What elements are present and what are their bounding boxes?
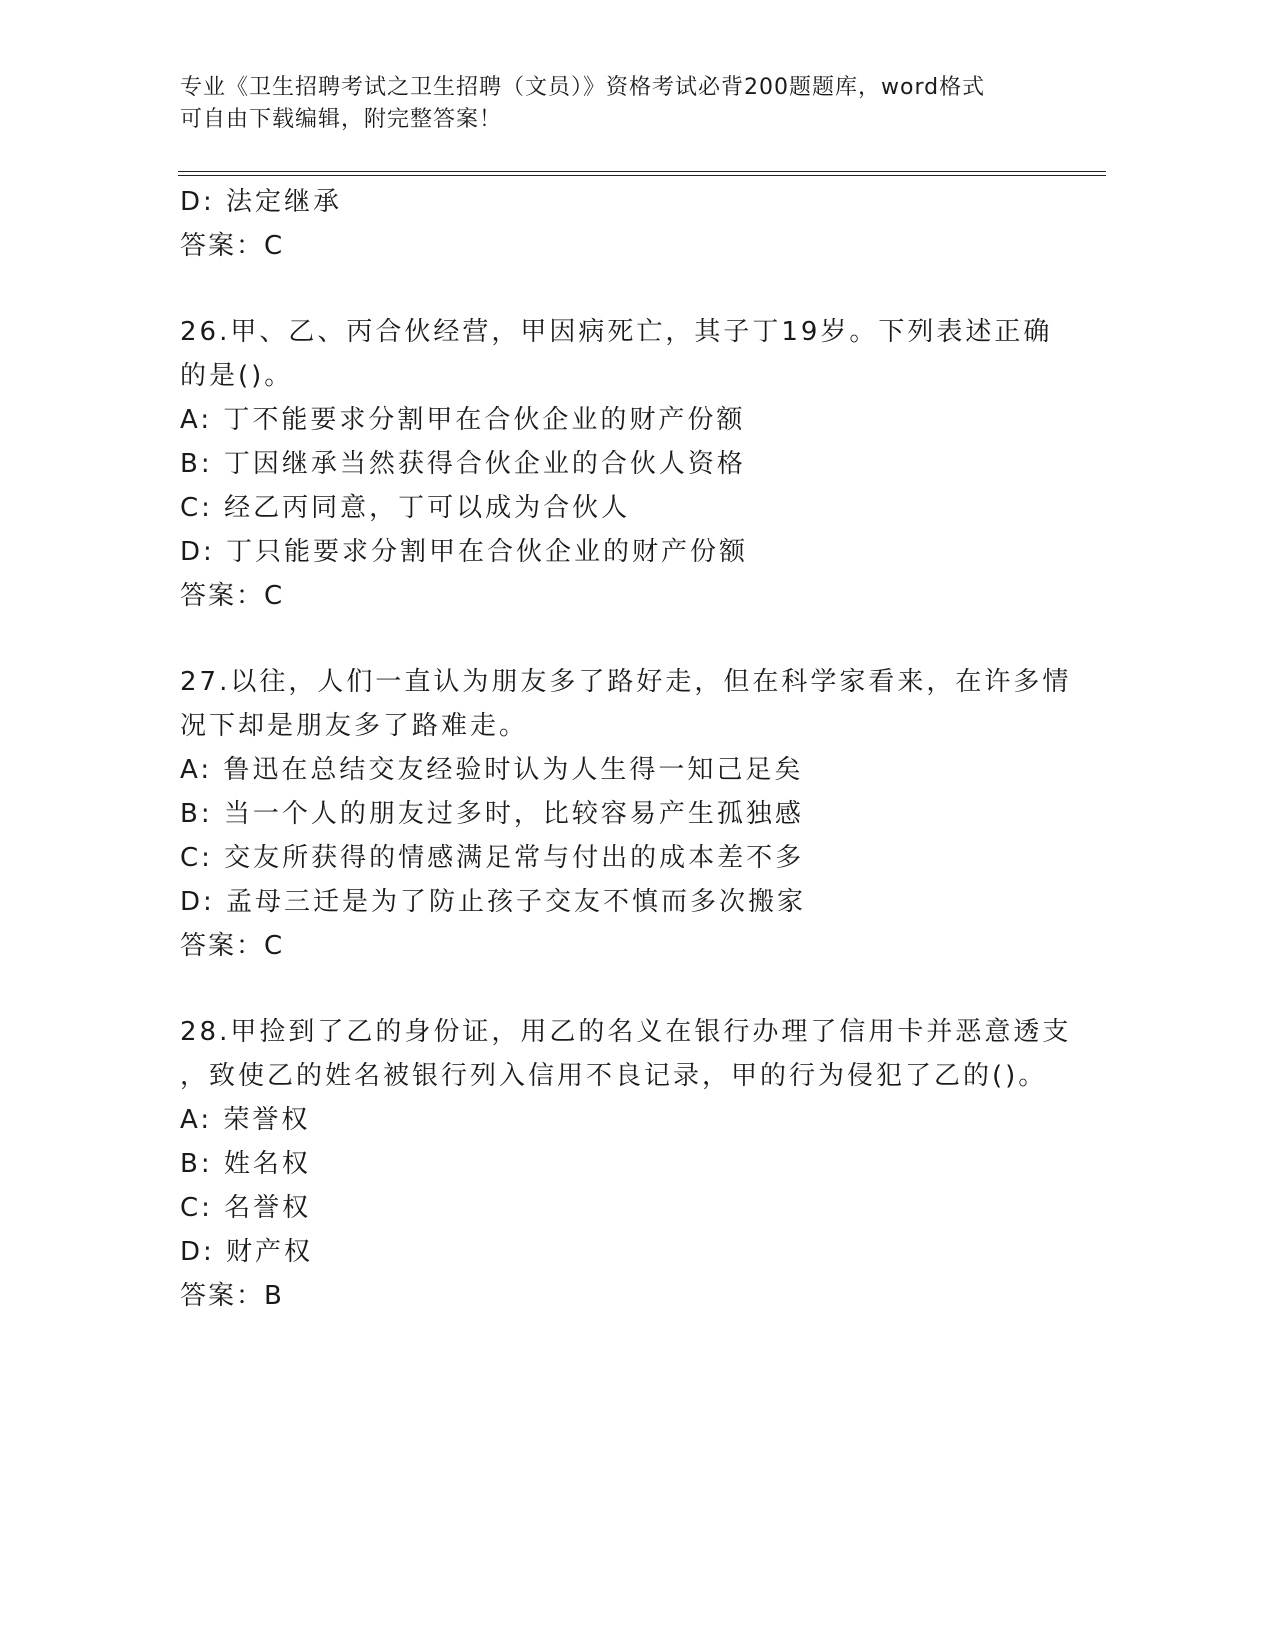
option-d: D: 孟母三迁是为了防止孩子交友不慎而多次搬家 (180, 887, 807, 917)
previous-question-tail (180, 180, 1040, 268)
option-a: A: 丁不能要求分割甲在合伙企业的财产份额 (180, 405, 746, 435)
question-stem-line-1: 26.甲、乙、丙合伙经营，甲因病死亡，其子丁19岁。下列表述正确 (180, 317, 1053, 347)
option-a: A: 荣誉权 (180, 1105, 311, 1135)
question-stem-line-2: 的是()。 (180, 361, 294, 391)
option-d: D: 财产权 (180, 1237, 314, 1267)
question-26 (180, 310, 1053, 618)
header-title-line-1: 专业《卫生招聘考试之卫生招聘（文员）》资格考试必背200题题库，word格式 (180, 75, 986, 100)
spacer (180, 968, 1040, 1010)
option-d: D: 法定继承 (180, 187, 343, 217)
option-a: A: 鲁迅在总结交友经验时认为人生得一知己足矣 (180, 755, 804, 785)
answer: 答案：C (180, 931, 285, 961)
option-c: C: 经乙丙同意，丁可以成为合伙人 (180, 493, 631, 523)
header-title-line-2: 可自由下载编辑，附完整答案！ (180, 107, 503, 132)
question-28 (180, 1010, 1072, 1318)
spacer (180, 618, 1040, 660)
question-stem-line-1: 27.以往，人们一直认为朋友多了路好走，但在科学家看来，在许多情 (180, 667, 1072, 697)
answer: 答案：C (180, 231, 285, 261)
spacer (180, 268, 1040, 310)
option-b: B: 丁因继承当然获得合伙企业的合伙人资格 (180, 449, 746, 479)
question-27 (180, 660, 1072, 968)
option-b: B: 当一个人的朋友过多时，比较容易产生孤独感 (180, 799, 804, 829)
header-rule-top (178, 171, 1106, 172)
option-d: D: 丁只能要求分割甲在合伙企业的财产份额 (180, 537, 749, 567)
option-c: C: 名誉权 (180, 1193, 312, 1223)
document-header (180, 72, 1050, 136)
option-c: C: 交友所获得的情感满足常与付出的成本差不多 (180, 843, 805, 873)
question-stem-line-1: 28.甲捡到了乙的身份证，用乙的名义在银行办理了信用卡并恶意透支 (180, 1017, 1072, 1047)
answer: 答案：B (180, 1281, 284, 1311)
question-stem-line-2: ，致使乙的姓名被银行列入信用不良记录，甲的行为侵犯了乙的()。 (180, 1061, 1048, 1091)
header-rule-bottom (178, 175, 1106, 176)
document-body (180, 180, 1072, 1318)
question-stem-line-2: 况下却是朋友多了路难走。 (180, 711, 529, 741)
answer: 答案：C (180, 581, 285, 611)
option-b: B: 姓名权 (180, 1149, 311, 1179)
